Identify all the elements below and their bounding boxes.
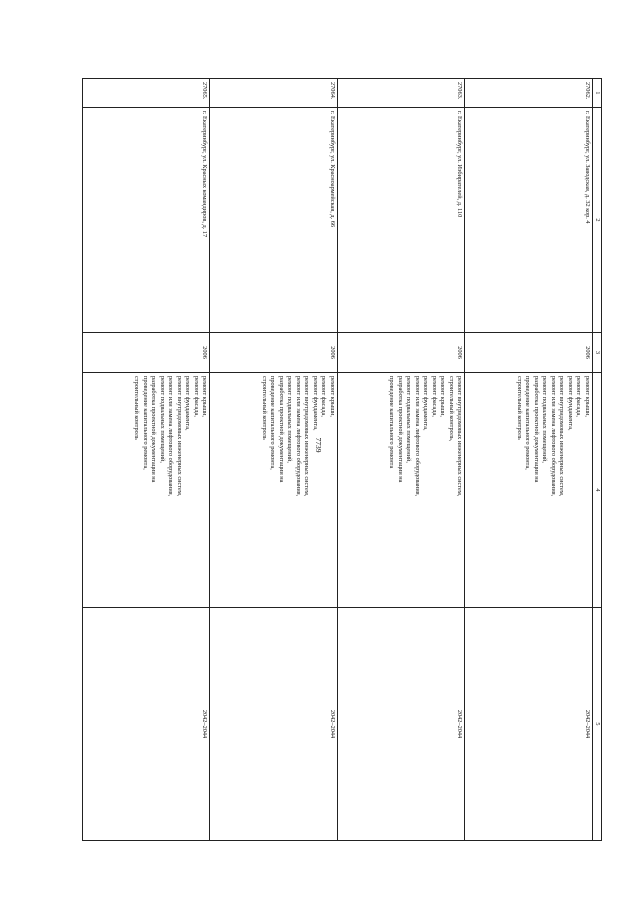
rotated-table-container: [82, 78, 602, 840]
construction-year: 2006: [338, 333, 466, 373]
column-header: 5: [593, 608, 602, 841]
repair-work-item: ремонт фасада,: [575, 376, 583, 417]
construction-year: 2006: [83, 333, 211, 373]
repair-work-item: ремонт или замена лифтового оборудования,: [414, 376, 421, 497]
table-row: [210, 79, 338, 841]
repair-schedule-table: [82, 78, 602, 841]
repair-period: 2042–2044: [210, 608, 338, 841]
repair-work-item: проведение капитального ремонта,: [142, 376, 149, 470]
repair-work-item: ремонт фасада,: [193, 376, 200, 417]
column-header: 1: [593, 79, 602, 108]
repair-work-item: разработка проектной документации на: [278, 376, 285, 483]
repair-work-item: ремонт подвальных помещений,: [541, 376, 549, 463]
repair-work-item: разработка проектной документации на: [397, 376, 404, 483]
repair-work-item: ремонт фундамента,: [567, 376, 574, 431]
repair-works-list: [210, 373, 338, 608]
construction-year: 2006: [210, 333, 338, 373]
table-row: [338, 79, 466, 841]
building-address: г. Екатеринбург, ул. Красноармейская, д. 66: [210, 108, 338, 333]
repair-work-item: ремонт фундамента,: [184, 376, 192, 431]
repair-work-item: ремонт или замена лифтового оборудования,: [550, 376, 557, 497]
repair-work-item: ремонт фасада,: [320, 376, 328, 417]
row-number: 27063.: [338, 79, 466, 108]
repair-work-item: ремонт подвальных помещений,: [286, 376, 294, 463]
repair-period: 2042–2044: [338, 608, 466, 841]
repair-work-item: строительный контроль: [516, 376, 523, 440]
repair-period: 2042–2044: [465, 608, 593, 841]
table-row: [465, 79, 593, 841]
repair-works-list: [465, 373, 593, 608]
repair-work-item: ремонт внутридомовых инженерных систем,: [558, 376, 566, 497]
repair-work-item: ремонт подвальных помещений,: [159, 376, 166, 463]
repair-work-item: разработка проектной документации на: [533, 376, 540, 483]
repair-work-item: ремонт крыши,: [439, 376, 447, 418]
row-number: 27065.: [83, 79, 211, 108]
building-address: г. Екатеринбург, ул. Красных командиров, д. 17: [83, 108, 211, 333]
repair-work-item: ремонт или замена лифтового оборудования,: [167, 376, 175, 497]
repair-work-item: проведение капитального ремонта,: [269, 376, 277, 470]
building-address: г. Екатеринбург, ул. Избирателей, д. 110: [338, 108, 466, 333]
column-header: 4: [593, 373, 602, 608]
repair-work-item: ремонт внутридомовых инженерных систем,: [303, 376, 311, 497]
repair-work-item: ремонт фундамента,: [312, 376, 319, 431]
repair-work-item: разработка проектной документации на: [150, 376, 158, 483]
repair-work-item: ремонт или замена лифтового оборудования,: [295, 376, 302, 497]
repair-work-item: ремонт подвальных помещений,: [405, 376, 413, 463]
repair-work-item: ремонт внутридомовых инженерных систем,: [176, 376, 183, 497]
header-row: [593, 79, 602, 841]
repair-work-item: ремонт крыши,: [329, 376, 336, 418]
building-address: г. Екатеринбург, ул. Заводская, д. 32 кор. 4: [465, 108, 593, 333]
row-number: 27064.: [210, 79, 338, 108]
column-header: 3: [593, 333, 602, 373]
repair-work-item: ремонт фасада,: [431, 376, 438, 417]
repair-work-item: ремонт крыши,: [584, 376, 591, 418]
repair-work-item: ремонт фундамента,: [422, 376, 430, 431]
table-row: [83, 79, 211, 841]
repair-work-item: ремонт крыши,: [201, 376, 209, 418]
row-number: 27062.: [465, 79, 593, 108]
construction-year: 2006: [465, 333, 593, 373]
repair-works-list: [338, 373, 466, 608]
column-header: 2: [593, 108, 602, 333]
repair-work-item: строительный контроль: [261, 376, 268, 440]
repair-works-list: [83, 373, 211, 608]
repair-work-item: строительный контроль: [133, 376, 141, 440]
repair-work-item: проведение капитального ремонта,: [524, 376, 532, 470]
repair-period: 2042–2044: [83, 608, 211, 841]
page-number: 7739: [314, 437, 323, 453]
repair-work-item: строительный контроль,: [448, 376, 455, 442]
repair-work-item: проведение капитального ремонта: [388, 376, 396, 469]
repair-work-item: ремонт внутридомовых инженерных систем,: [456, 376, 464, 497]
